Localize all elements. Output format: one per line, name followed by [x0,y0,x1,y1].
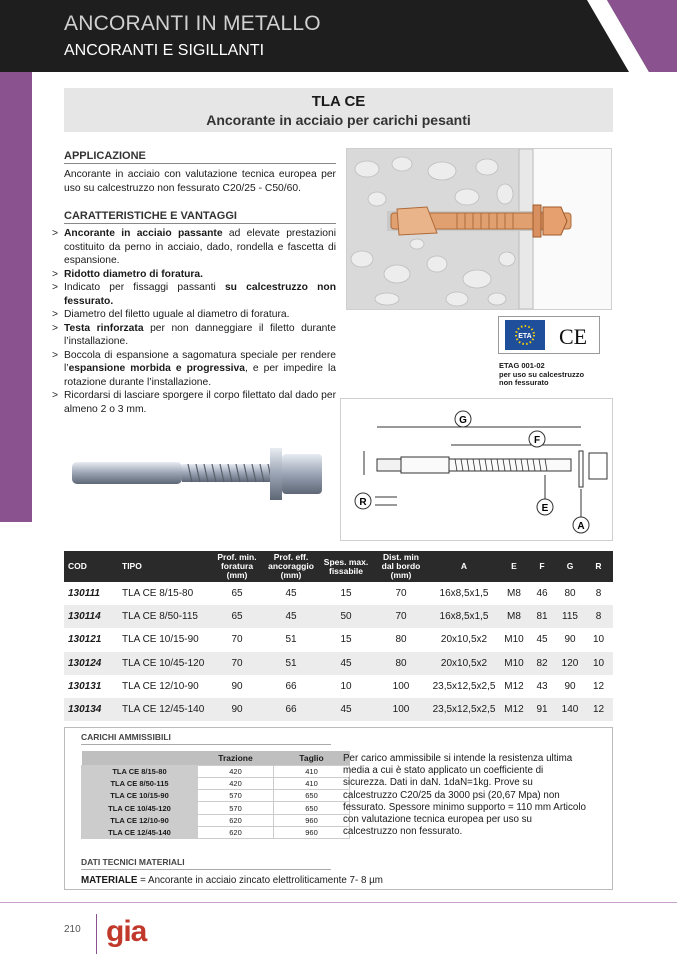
application-title: APPLICAZIONE [64,150,336,164]
col-header: Prof. min. foratura (mm) [210,551,264,582]
svg-text:R: R [359,497,367,508]
list-item: > Ridotto diametro di foratura. [52,268,204,280]
col-header: A [428,551,500,582]
table-row: 130111 TLA CE 8/15-80 65 45 15 70 16x8,5x1,5 M8 46 80 8 [64,582,613,605]
corner-decoration [587,0,677,72]
list-item: > Testa rinforzata per non danneggiare il filetto durante l’installazione. [52,322,336,347]
col-header: COD [64,551,118,582]
col-header: Spes. max. fissabile [318,551,374,582]
table-row: TLA CE 8/50-115 420 410 [82,777,350,789]
table-row: TLA CE 10/45-120 570 650 [82,802,350,814]
product-subtitle: Ancorante in acciaio per carichi pesanti [206,112,471,128]
list-item: > Ancorante in acciaio passante ad elevate prestazioni costituito da perno in acciaio, dado, rondella e fascetta di espansione. [52,228,336,266]
application-text: Ancorante in acciaio con valutazione tecnica europea per uso su calcestruzzo non fessurato C20/25 - C50/60. [64,169,336,194]
table-row: TLA CE 8/15-80 420 410 [82,765,350,777]
list-item: > Indicato per fissaggi passanti su calcestruzzo non fessurato. [52,282,336,307]
page-header [0,0,677,72]
loads-section [64,727,613,890]
list-item: > Boccola di espansione a sagomatura speciale per rendere l’espansione morbida e progressiva, e per impedire la rotazione durante l’installazione. [52,349,336,388]
col-header: TIPO [118,551,210,582]
installation-image [346,148,612,310]
col-header: Prof. eff. ancoraggio (mm) [264,551,318,582]
loads-note: Per carico ammissibile si intende la resistenza ultima media a cui è stato applicato un coefficiente di sicurezza. Dati in daN. 1daN=1kg. Prove su calcestruzzo C20/25 da 3000 psi (20,67 Mpa) non fessurato. Spessore minimo supporto = 110 mm Articolo con valutazione tecnica europea per uso su calcestruzzo non fessurato. [343,753,586,838]
certification-badge [498,316,600,354]
footer-divider [0,902,677,903]
brand-logo: gia [106,915,147,948]
col-header: F [528,551,556,582]
col-header: Dist. min dal bordo (mm) [374,551,428,582]
features-title: CARATTERISTICHE E VANTAGGI [64,210,336,224]
loads-table [81,751,350,839]
features-list [52,227,336,416]
table-header-row: Trazione Taglio [82,751,350,765]
table-header-row [64,551,613,582]
footer-separator [96,914,97,954]
table-row: 130114 TLA CE 8/50-115 65 45 50 70 16x8,5x1,5 M8 81 115 8 [64,605,613,628]
table-row: 130124 TLA CE 10/45-120 70 51 45 80 20x10,5x2 M10 82 120 10 [64,652,613,675]
subcategory-title: ANCORANTI E SIGILLANTI [64,42,265,59]
col-header: R [584,551,613,582]
svg-text:G: G [459,415,467,426]
svg-text:E: E [541,503,549,514]
svg-text:CE: CE [558,324,588,349]
svg-text:ETA: ETA [518,333,532,340]
product-name: TLA CE [311,93,366,110]
product-photo [68,440,330,510]
table-row: 130134 TLA CE 12/45-140 90 66 45 100 23,5x12,5x2,5 M12 91 140 12 [64,698,613,721]
side-accent-bar [0,72,32,522]
table-row: 130121 TLA CE 10/15-90 70 51 15 80 20x10,5x2 M10 45 90 10 [64,628,613,651]
loads-title: CARICHI AMMISSIBILI [81,732,331,745]
table-row: 130131 TLA CE 12/10-90 90 66 10 100 23,5x12,5x2,5 M12 43 90 12 [64,675,613,698]
col-header: G [556,551,584,582]
table-row: TLA CE 12/45-140 620 960 [82,826,350,838]
materials-title: DATI TECNICI MATERIALI [81,857,331,870]
specifications-table [64,551,613,721]
page-number: 210 [64,924,81,935]
product-header [64,88,613,132]
certification-text: ETAG 001-02 per uso su calcestruzzo non fessurato [499,361,585,387]
materials-text: MATERIALE = Ancorante in acciaio zincato elettroliticamente 7- 8 µm [81,875,383,886]
category-title: ANCORANTI IN METALLO [64,12,321,35]
list-item: > Ricordarsi di lasciare sporgere il corpo filettato dal dado per almeno 2 o 3 mm. [52,390,336,415]
list-item: > Diametro del filetto uguale al diametro di foratura. [52,309,290,320]
svg-text:A: A [577,521,585,532]
table-row: TLA CE 10/15-90 570 650 [82,790,350,802]
svg-text:F: F [533,435,541,446]
table-row: TLA CE 12/10-90 620 960 [82,814,350,826]
col-header: E [500,551,528,582]
technical-drawing [340,398,613,541]
